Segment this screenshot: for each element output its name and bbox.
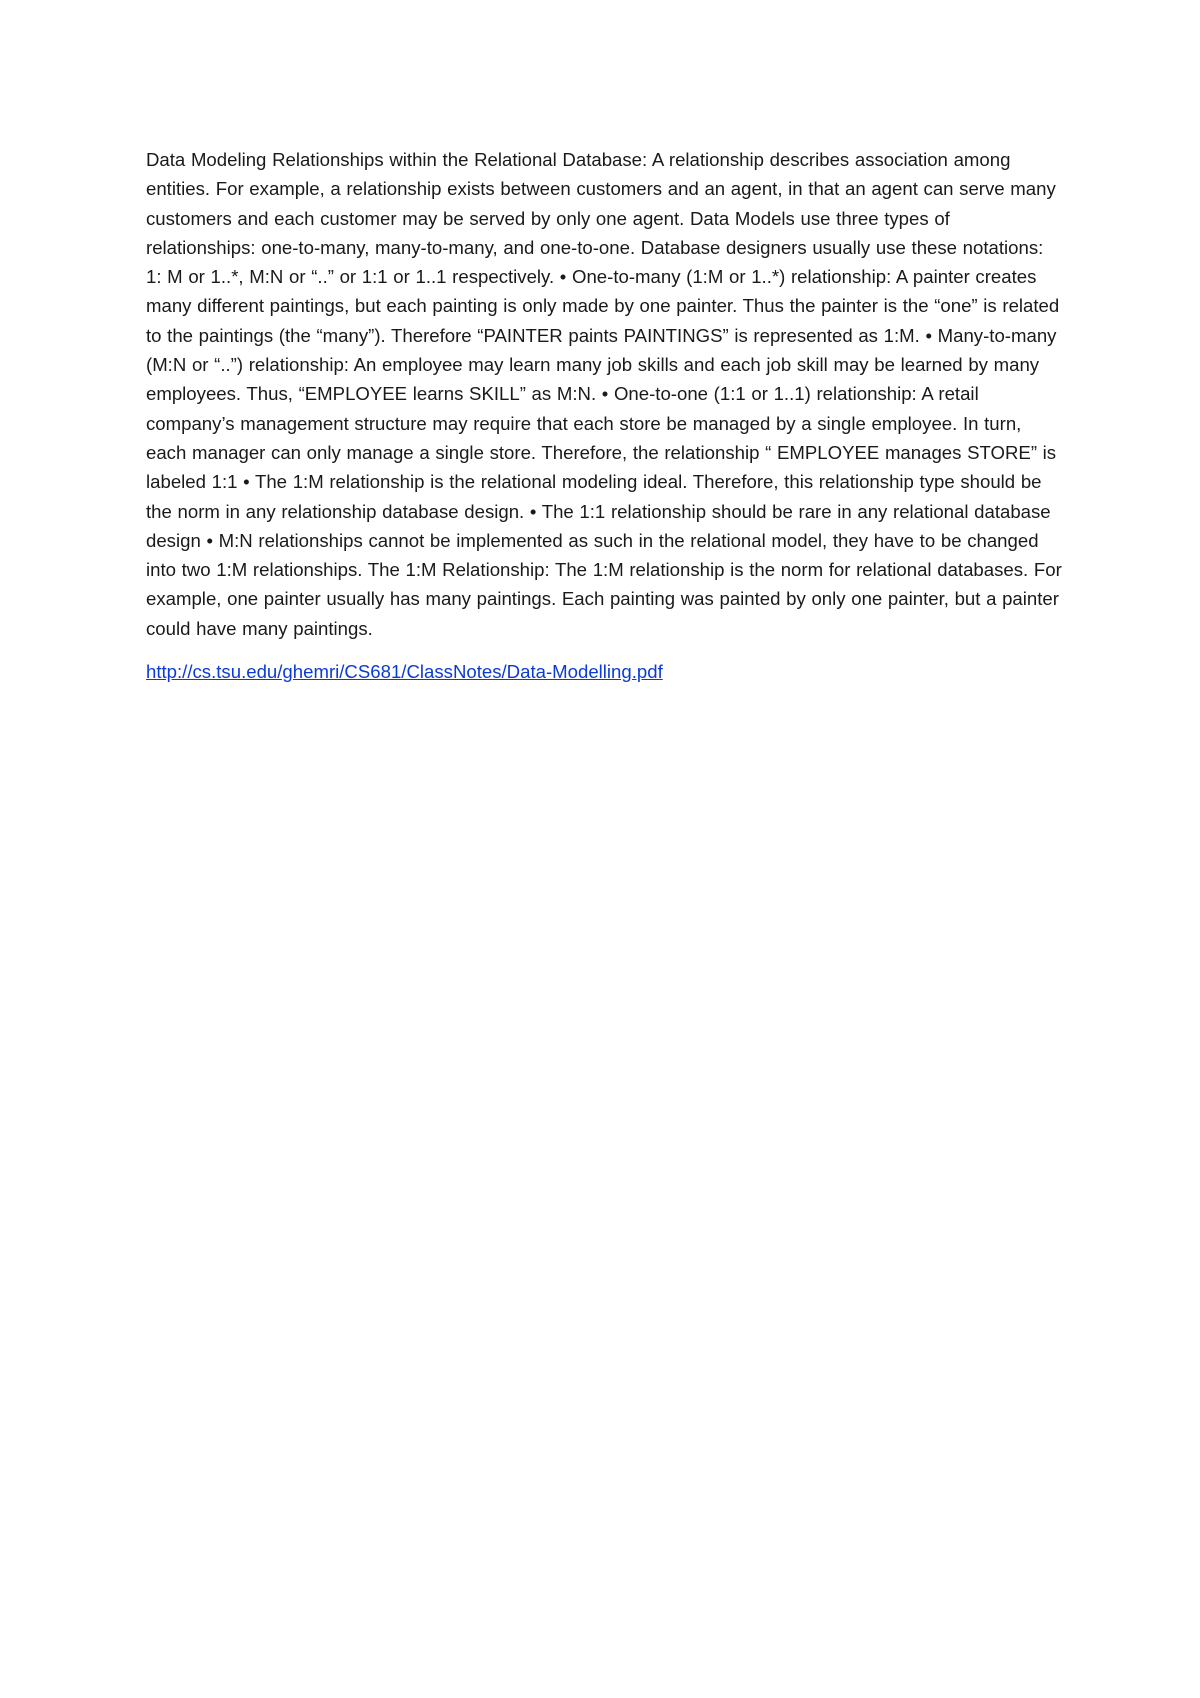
body-paragraph: Data Modeling Relationships within the Relational Database: A relationship describes association among entities. For example, a relationship exists between customers and an agent, in that an agent can serve many customers and each customer may be served by only one agent. Data Models use three types of relationships: one-to-many, many-to-many, and one-to-one. Database designers usually use these notations: 1: M or 1..*, M:N or “..” or 1:1 or 1..1 respectively. • One-to-many (1:M or 1..*) relationship: A painter creates many different paintings, but each painting is only made by one painter. Thus the painter is the “one” is related to the paintings (the “many”). Therefore “PAINTER paints PAINTINGS” is represented as 1:M. • Many-to-many (M:N or “..”) relationship: An employee may learn many job skills and each job skill may be learned by many employees. Thus, “EMPLOYEE learns SKILL” as M:N. • One-to-one (1:1 or 1..1) relationship: A retail company’s management structure may require that each store be managed by a single employee. In turn, each manager can only manage a single store. Therefore, the relationship “ EMPLOYEE manages STORE” is labeled 1:1 • The 1:M relationship is the relational modeling ideal. Therefore, this relationship type should be the norm in any relationship database design. • The 1:1 relationship should be rare in any relational database design • M:N relationships cannot be implemented as such in the relational model, they have to be changed into two 1:M relationships. The 1:M Relationship: The 1:M relationship is the norm for relational databases. For example, one painter usually has many paintings. Each painting was painted by only one painter, but a painter could have many paintings.	[146, 149, 1062, 639]
source-link[interactable]: http://cs.tsu.edu/ghemri/CS681/ClassNotes/Data-Modelling.pdf	[146, 661, 663, 683]
document-content	[146, 145, 1062, 686]
